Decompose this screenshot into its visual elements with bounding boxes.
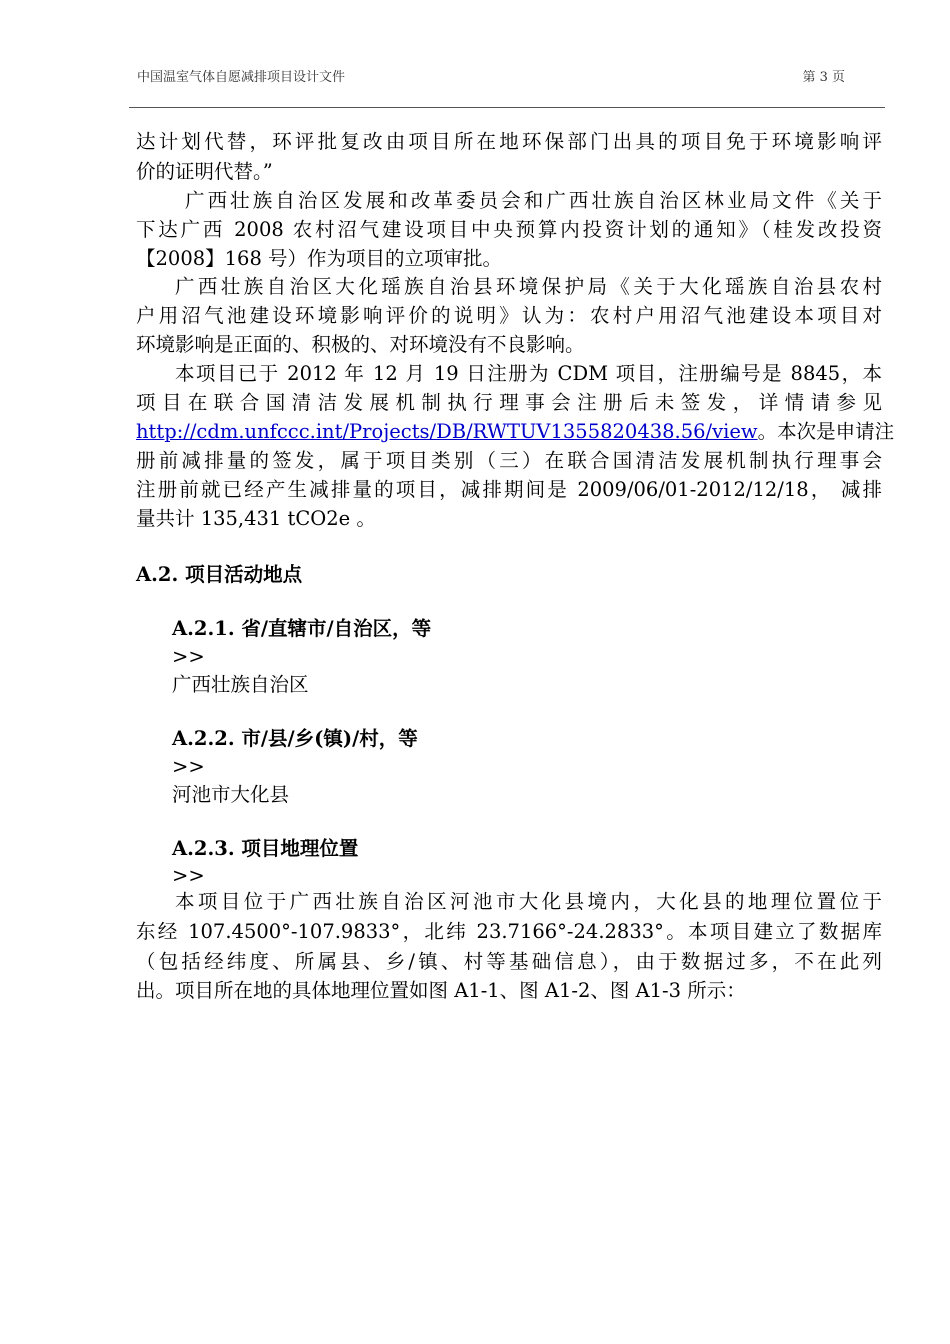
subsection-heading-a23: A.2.3. 项目地理位置 <box>172 837 359 860</box>
paragraph-line: 量共计 135,431 tCO2e 。 <box>136 507 376 530</box>
province-value: 广西壮族自治区 <box>172 673 309 696</box>
answer-marker: >> <box>172 864 205 887</box>
answer-marker: >> <box>172 645 205 668</box>
paragraph-line: 项目在联合国清洁发展机制执行理事会注册后未签发，详情请参见 <box>136 391 882 414</box>
header-divider <box>129 107 885 108</box>
subsection-heading-a22: A.2.2. 市/县/乡(镇)/村，等 <box>172 727 418 750</box>
paragraph-line: （包括经纬度、所属县、乡/镇、村等基础信息），由于数据过多，不在此列 <box>136 950 882 973</box>
section-heading-a2: A.2. 项目活动地点 <box>136 563 303 586</box>
paragraph-line: 本项目位于广西壮族自治区河池市大化县境内，大化县的地理位置位于 <box>175 890 882 913</box>
paragraph-line: 广西壮族自治区发展和改革委员会和广西壮族自治区林业局文件《关于 <box>185 189 882 212</box>
city-county-value: 河池市大化县 <box>172 783 290 806</box>
paragraph-line: 本项目已于 2012 年 12 月 19 日注册为 CDM 项目，注册编号是 8845，本 <box>175 362 882 385</box>
paragraph-line: 下达广西 2008 农村沼气建设项目中央预算内投资计划的通知》（桂发改投资 <box>136 218 882 241</box>
document-title: 中国温室气体自愿减排项目设计文件 <box>137 70 346 85</box>
cdm-project-link[interactable]: http://cdm.unfccc.int/Projects/DB/RWTUV1355820438.56/view <box>136 420 758 443</box>
paragraph-line: 注册前就已经产生减排量的项目，减排期间是 2009/06/01-2012/12/18， 减排 <box>136 478 882 501</box>
paragraph-line: 出。项目所在地的具体地理位置如图 A1-1、图 A1-2、图 A1-3 所示： <box>136 979 746 1002</box>
paragraph-line: 【2008】168 号）作为项目的立项审批。 <box>136 247 503 270</box>
subsection-heading-a21: A.2.1. 省/直辖市/自治区，等 <box>172 617 432 640</box>
paragraph-line: 环境影响是正面的、积极的、对环境没有不良影响。 <box>136 333 585 356</box>
paragraph-line: 东经 107.4500°-107.9833°，北纬 23.7166°-24.2833°。本项目建立了数据库 <box>136 920 882 943</box>
paragraph-text: 。本次是申请注 <box>757 420 895 443</box>
paragraph-line: 广西壮族自治区大化瑶族自治县环境保护局《关于大化瑶族自治县农村 <box>175 275 882 298</box>
paragraph-line: 户用沼气池建设环境影响评价的说明》认为：农村户用沼气池建设本项目对 <box>136 304 882 327</box>
paragraph-line: 达计划代替，环评批复改由项目所在地环保部门出具的项目免于环境影响评 <box>136 130 882 153</box>
page-number: 第 3 页 <box>802 70 845 85</box>
answer-marker: >> <box>172 755 205 778</box>
paragraph-line: 价的证明代替。” <box>136 160 273 183</box>
paragraph-line-with-link <box>136 417 895 447</box>
page-header <box>137 66 845 86</box>
paragraph-line: 册前减排量的签发，属于项目类别（三）在联合国清洁发展机制执行理事会 <box>136 449 882 472</box>
